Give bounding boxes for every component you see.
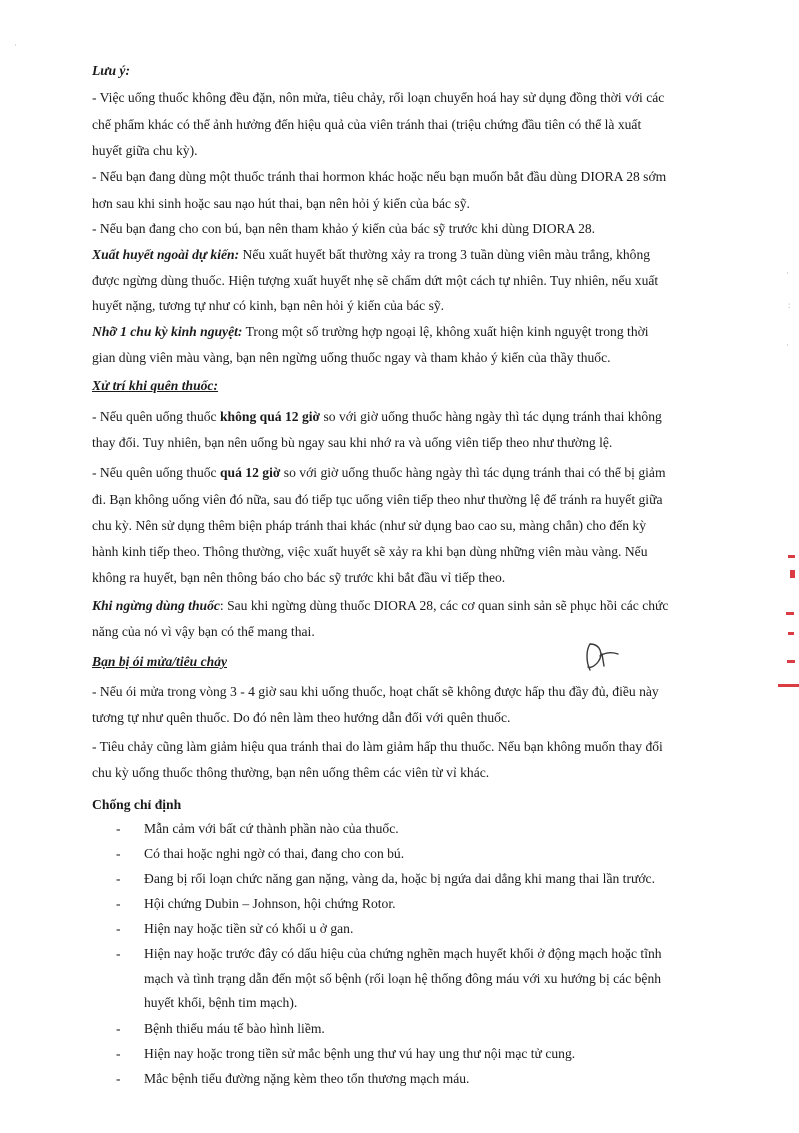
note-1-line-2: chế phẩm khác có thể ảnh hưởng đến hiệu quả của viên tránh thai (triệu chứng đầu tiên có thể là xuất [92, 117, 642, 132]
vomit-2-line-1: - Tiêu chảy cũng làm giảm hiệu qua tránh thai do làm giảm hấp thu thuốc. Nếu bạn không muốn thay đổi [92, 739, 663, 754]
forgot-2-bold: quá 12 giờ [219, 465, 281, 480]
stamp-mark [788, 555, 795, 558]
scan-artifact: · [786, 268, 789, 278]
bullet-dash: - [116, 821, 121, 836]
contra-5-text: Hiện nay hoặc tiền sử có khối u ở gan. [144, 921, 354, 936]
bullet-dash: - [116, 946, 121, 961]
note-1-line-1: - Việc uống thuốc không đều đặn, nôn mửa, tiêu chảy, rối loạn chuyển hoá hay sử dụng đồng thời với các [92, 90, 665, 105]
note-2-line-1: - Nếu bạn đang dùng một thuốc tránh thai hormon khác hoặc nếu bạn muốn bắt đầu dùng DIORA 28 sớm [92, 169, 667, 184]
forgot-heading-text: Xử trí khi quên thuốc: [92, 378, 218, 393]
bullet-dash: - [116, 846, 121, 861]
missed-period-line-1 [92, 323, 649, 341]
forgot-2-line-2: đi. Bạn không uống viên đó nữa, sau đó tiếp tục uống viên tiếp theo như thường lệ để tránh ra huyết giữa [92, 492, 663, 507]
vomit-1-line-2: tương tự như quên thuốc. Do đó nên làm theo hướng dẫn đối với quên thuốc. [92, 710, 511, 725]
bullet-dash: - [116, 921, 121, 936]
forgot-2-line-1 [92, 464, 666, 482]
scan-artifact: : [788, 300, 791, 310]
bullet-dash: - [116, 1021, 121, 1036]
stop-line-1 [92, 597, 668, 615]
forgot-2-line-5: không ra huyết, bạn nên thông báo cho bác sỹ trước khi bắt đầu vỉ tiếp theo. [92, 570, 506, 585]
vomit-heading-text: Bạn bị ói mửa/tiêu chảy [92, 654, 228, 669]
missed-period-heading: Nhỡ 1 chu kỳ kinh nguyệt: [92, 324, 243, 339]
vomit-2-line-2: chu kỳ uống thuốc thông thường, bạn nên uống thêm các viên từ vỉ khác. [92, 765, 490, 780]
missed-period-text-1: Trong một số trường hợp ngoại lệ, không xuất hiện kinh nguyệt trong thời [242, 324, 649, 339]
stamp-mark [778, 684, 799, 687]
signature-initials [582, 640, 622, 674]
forgot-2-text-a: - Nếu quên uống thuốc [92, 465, 220, 480]
contra-7-text: Bệnh thiếu máu tế bào hình liềm. [144, 1021, 325, 1036]
bleed-line-2: được ngừng dùng thuốc. Hiện tượng xuất huyết nhẹ sẽ chấm dứt một cách tự nhiên. Tuy nhiên, nếu xuất [92, 273, 659, 288]
stamp-mark [790, 570, 795, 578]
contra-9-text: Mắc bệnh tiểu đường nặng kèm theo tổn thương mạch máu. [144, 1071, 470, 1086]
bullet-dash: - [116, 1071, 121, 1086]
note-1-line-3: huyết giữa chu kỳ). [92, 143, 198, 158]
contra-1-text: Mẫn cảm với bất cứ thành phần nào của thuốc. [144, 821, 399, 836]
forgot-1-line-1 [92, 408, 662, 426]
stamp-mark [788, 632, 794, 635]
bullet-dash: - [116, 1046, 121, 1061]
contra-heading-text: Chống chỉ định [92, 797, 182, 812]
stop-line-2: năng của nó vì vậy bạn có thể mang thai. [92, 624, 315, 639]
stop-heading: Khi ngừng dùng thuốc [92, 598, 220, 613]
note-heading-text: Lưu ý: [92, 63, 130, 78]
vomit-heading [92, 653, 227, 671]
bleed-line-3: huyết nặng, tương tự như có kinh, bạn nên hỏi ý kiến của bác sỹ. [92, 298, 445, 313]
note-3-line-1: - Nếu bạn đang cho con bú, bạn nên tham khảo ý kiến của bác sỹ trước khi dùng DIORA 28. [92, 221, 596, 236]
bleed-heading: Xuất huyết ngoài dự kiến: [92, 247, 240, 262]
bleed-line-1 [92, 246, 650, 264]
document-body [92, 0, 740, 1133]
scan-artifact: · [14, 40, 17, 50]
note-heading [92, 62, 130, 80]
forgot-1-text-b: so với giờ uống thuốc hàng ngày thì tác dụng tránh thai không [320, 409, 662, 424]
contra-2-text: Có thai hoặc nghi ngờ có thai, đang cho con bú. [144, 846, 405, 861]
missed-period-line-2: gian dùng viên màu vàng, bạn nên ngừng uống thuốc ngay và tham khảo ý kiến của thầy thuốc. [92, 350, 611, 365]
forgot-1-bold: không quá 12 giờ [219, 409, 321, 424]
stop-text-1: : Sau khi ngừng dùng thuốc DIORA 28, các cơ quan sinh sản sẽ phục hồi các chức [219, 598, 669, 613]
forgot-2-line-4: hành kinh tiếp theo. Thông thường, việc xuất huyết sẽ xảy ra khi bạn dùng những viên màu vàng. Nếu [92, 544, 648, 559]
forgot-1-text-a: - Nếu quên uống thuốc [92, 409, 220, 424]
forgot-2-text-b: so với giờ uống thuốc hàng ngày thì tác dụng tránh thai có thể bị giảm [280, 465, 666, 480]
contra-6-text-line-3: huyết khối, bệnh tim mạch). [144, 995, 298, 1010]
stamp-mark [787, 660, 795, 663]
contra-heading [92, 796, 181, 814]
bullet-dash: - [116, 896, 121, 911]
contra-6-text-line-2: mạch và tình trạng dẫn đến một số bệnh (rối loạn hệ thống đông máu với xu hướng bị các bệnh [144, 971, 662, 986]
stamp-mark [786, 612, 794, 615]
note-2-line-2: hơn sau khi sinh hoặc sau nạo hút thai, bạn nên hỏi ý kiến của bác sỹ. [92, 196, 470, 211]
vomit-1-line-1: - Nếu ói mửa trong vòng 3 - 4 giờ sau khi uống thuốc, hoạt chất sẽ không được hấp thu đầy đủ, điều này [92, 684, 659, 699]
contra-6-text-line-1: Hiện nay hoặc trước đây có dấu hiệu của chứng nghẽn mạch huyết khối ở động mạch hoặc tĩnh [144, 946, 662, 961]
contra-8-text: Hiện nay hoặc trong tiền sử mắc bệnh ung thư vú hay ung thư nội mạc tử cung. [144, 1046, 576, 1061]
bullet-dash: - [116, 871, 121, 886]
forgot-1-line-2: thay đổi. Tuy nhiên, bạn nên uống bù ngay sau khi nhớ ra và uống viên tiếp theo như thường lệ. [92, 435, 613, 450]
forgot-2-line-3: chu kỳ. Nên sử dụng thêm biện pháp tránh thai khác (như sử dụng bao cao su, màng chắn) cho đến kỳ [92, 518, 647, 533]
scan-artifact: · [786, 340, 789, 350]
contra-3-text: Đang bị rối loạn chức năng gan nặng, vàng da, hoặc bị ngứa dai dẳng khi mang thai lần trước. [144, 871, 655, 886]
forgot-heading [92, 377, 218, 395]
contra-4-text: Hội chứng Dubin – Johnson, hội chứng Rotor. [144, 896, 396, 911]
bleed-text-1: Nếu xuất huyết bất thường xảy ra trong 3 tuần dùng viên màu trắng, không [239, 247, 651, 262]
